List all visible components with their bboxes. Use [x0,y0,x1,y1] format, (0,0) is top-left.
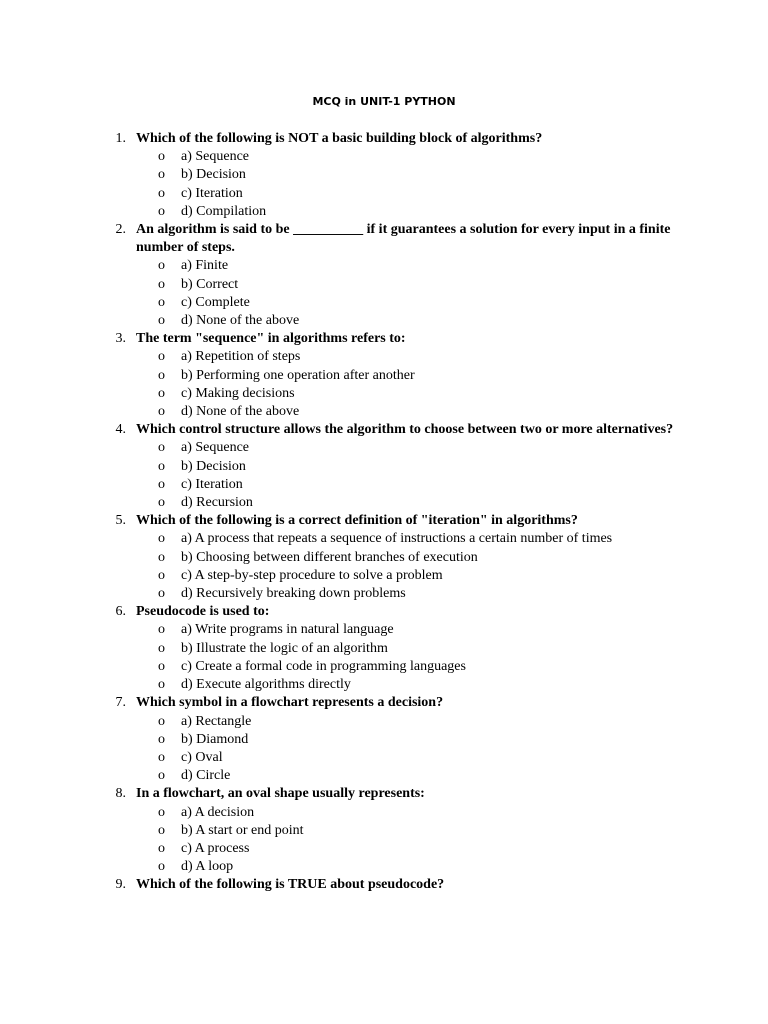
question-number: 1. [115,131,126,146]
bullet-icon: o [158,476,165,492]
question-number: 2. [115,222,126,238]
option-list [0,148,768,221]
question-text: Which symbol in a flowchart represents a decision? [136,695,444,711]
bullet-icon: o [158,567,165,583]
question-item [0,785,768,876]
question-item [0,421,768,512]
option-item [0,567,768,585]
option-item [0,367,768,385]
bullet-icon: o [158,586,165,602]
question-text: Which of the following is a correct definition of "iteration" in algorithms? [136,513,578,529]
question-item [0,603,768,694]
option-item [0,658,768,676]
option-text: d) Recursion [181,495,253,511]
option-text: d) Compilation [181,203,267,219]
option-text: b) Choosing between different branches of execution [181,549,478,565]
option-text: c) Iteration [181,185,243,201]
option-text: c) A process [181,840,250,856]
bullet-icon: o [158,859,165,875]
option-item [0,585,768,603]
question-number: 6. [115,604,126,620]
question-text: Which of the following is NOT a basic building block of algorithms? [136,131,543,146]
option-list [0,348,768,421]
option-text: a) Rectangle [181,713,252,729]
question-number: 3. [115,331,126,347]
option-item [0,458,768,476]
question-text: An algorithm is said to be __________ if it guarantees a solution for every input in a finite number of steps. [136,222,671,256]
option-list [0,621,768,694]
bullet-icon: o [158,167,165,183]
option-item [0,621,768,639]
option-item [0,294,768,312]
option-item [0,148,768,166]
option-text: d) Circle [181,768,231,784]
question-text: In a flowchart, an oval shape usually represents: [136,786,425,802]
option-text: a) A process that repeats a sequence of instructions a certain number of times [181,531,613,547]
option-item [0,749,768,767]
question-number: 4. [115,422,126,438]
option-item [0,840,768,858]
option-item [0,385,768,403]
option-text: b) Decision [181,167,246,183]
bullet-icon: o [158,404,165,420]
question-text: Pseudocode is used to: [136,604,270,620]
question-list [0,130,768,895]
bullet-icon: o [158,549,165,565]
option-text: a) Repetition of steps [181,349,301,365]
bullet-icon: o [158,313,165,329]
option-item [0,257,768,275]
option-text: c) Iteration [181,476,243,492]
option-text: d) A loop [181,859,234,875]
option-text: b) Correct [181,276,239,292]
option-text: d) None of the above [181,313,300,329]
question-item [0,876,768,894]
option-text: b) A start or end point [181,822,304,838]
option-item [0,476,768,494]
bullet-icon: o [158,768,165,784]
bullet-icon: o [158,622,165,638]
bullet-icon: o [158,349,165,365]
option-item [0,185,768,203]
option-text: a) Finite [181,258,229,274]
option-text: d) Execute algorithms directly [181,677,351,693]
bullet-icon: o [158,495,165,511]
option-item [0,276,768,294]
option-item [0,767,768,785]
bullet-icon: o [158,458,165,474]
bullet-icon: o [158,203,165,219]
bullet-icon: o [158,294,165,310]
option-text: d) Recursively breaking down problems [181,586,406,602]
option-text: b) Decision [181,458,246,474]
option-text: b) Diamond [181,731,249,747]
question-number: 9. [115,877,126,893]
option-list [0,439,768,512]
bullet-icon: o [158,677,165,693]
bullet-icon: o [158,185,165,201]
option-text: a) Write programs in natural language [181,622,394,638]
option-item [0,858,768,876]
option-list [0,804,768,877]
question-text: Which of the following is TRUE about pseudocode? [136,877,445,893]
bullet-icon: o [158,840,165,856]
option-item [0,203,768,221]
option-item [0,804,768,822]
question-item [0,130,768,221]
bullet-icon: o [158,531,165,547]
question-number: 8. [115,786,126,802]
option-text: a) Sequence [181,440,250,456]
question-item [0,221,768,330]
option-text: c) Oval [181,749,223,765]
bullet-icon: o [158,822,165,838]
option-item [0,549,768,567]
option-text: b) Performing one operation after another [181,367,415,383]
option-text: c) Complete [181,294,250,310]
bullet-icon: o [158,731,165,747]
option-text: a) A decision [181,804,255,820]
question-item [0,330,768,421]
bullet-icon: o [158,276,165,292]
bullet-icon: o [158,258,165,274]
option-item [0,166,768,184]
question-text: Which control structure allows the algorithm to choose between two or more alternatives? [136,422,674,438]
option-item [0,731,768,749]
bullet-icon: o [158,804,165,820]
option-item [0,640,768,658]
option-item [0,494,768,512]
option-list [0,530,768,603]
option-text: b) Illustrate the logic of an algorithm [181,640,388,656]
option-text: d) None of the above [181,404,300,420]
bullet-icon: o [158,440,165,456]
question-number: 5. [115,513,126,529]
option-item [0,676,768,694]
option-text: c) Create a formal code in programming languages [181,658,466,674]
bullet-icon: o [158,385,165,401]
option-item [0,530,768,548]
option-item [0,403,768,421]
bullet-icon: o [158,713,165,729]
option-item [0,348,768,366]
bullet-icon: o [158,367,165,383]
option-list [0,257,768,330]
question-item [0,512,768,603]
question-number: 7. [115,695,126,711]
bullet-icon: o [158,658,165,674]
option-list [0,713,768,786]
option-text: a) Sequence [181,149,250,165]
question-text: The term "sequence" in algorithms refers to: [136,331,406,347]
option-item [0,312,768,330]
bullet-icon: o [158,749,165,765]
option-item [0,713,768,731]
option-item [0,439,768,457]
option-item [0,822,768,840]
question-item [0,694,768,785]
document-title: MCQ in UNIT-1 PYTHON [312,95,456,108]
option-text: c) A step-by-step procedure to solve a problem [181,567,443,583]
bullet-icon: o [158,640,165,656]
option-text: c) Making decisions [181,385,295,401]
bullet-icon: o [158,149,165,165]
